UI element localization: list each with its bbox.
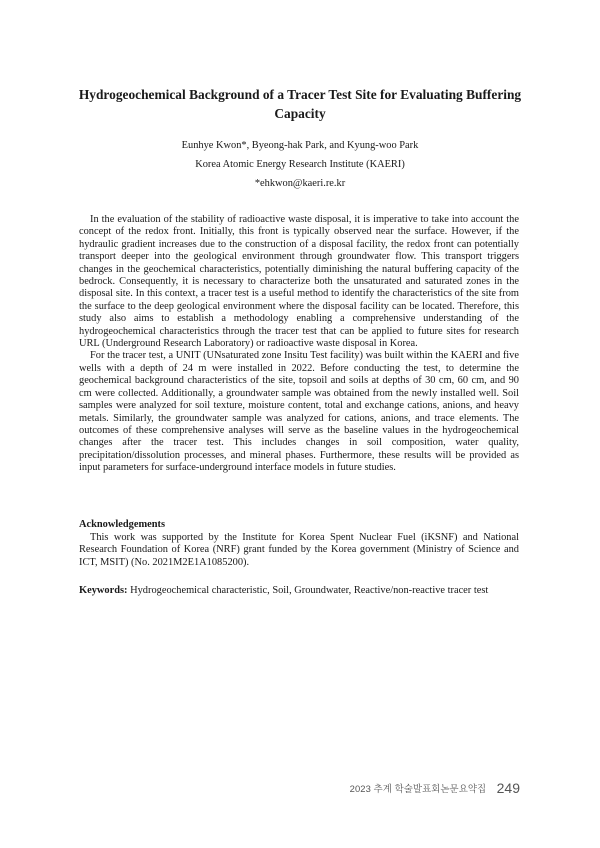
abstract-paragraph-1: In the evaluation of the stability of radioactive waste disposal, it is imperative to take into account the concept of the redox front. Initially, this front is typically observed near the surface. However, if the hydraulic gradient increases due to the construction of a disposal facility, the redox front can potentially transport deeper into the geological environment through groundwater flow. This transport triggers changes in the geochemical characteristics, potentially diminishing the natural buffering capacity of the bedrock. Consequently, it is necessary to characterize both the unsaturated and saturated zones in the disposal site. In this context, a tracer test is a useful method to identify the characteristics of the site from the surface to the deep geological environment where the disposal facility can be located. Therefore, this study also aims to establish a methodology enabling a comprehensive understanding of the hydrogeochemical characteristics through the tracer test that can be applied to future sites for research URL (Underground Research Laboratory) or radioactive waste disposal in Korea. (79, 214, 519, 350)
page-number: 249 (496, 779, 520, 796)
keywords-line (79, 585, 539, 597)
keywords-label: Keywords: (79, 585, 128, 596)
paper-title: Hydrogeochemical Background of a Tracer Test Site for Evaluating Buffering Capacity (78, 87, 522, 121)
acknowledgements-heading: Acknowledgements (79, 519, 166, 530)
proceedings-name: 2023 추계 학술발표회논문요약집 (349, 782, 487, 794)
page-footer (350, 779, 520, 797)
acknowledgements-text: This work was supported by the Institute for Korea Spent Nuclear Fuel (iKSNF) and National Research Foundation of Korea (NRF) grant funded by the Korea government (Ministry of Science and ICT, MSIT) (No. 2021M2E1A1085200). (79, 532, 519, 568)
keywords-list: Hydrogeochemical characteristic, Soil, Groundwater, Reactive/non-reactive tracer test (130, 585, 489, 596)
affiliation: Korea Atomic Energy Research Institute (KAERI) (195, 159, 405, 170)
author-list: Eunhye Kwon*, Byeong-hak Park, and Kyung-woo Park (181, 140, 419, 151)
abstract-paragraph-2: For the tracer test, a UNIT (UNsaturated zone Insitu Test facility) was built within the KAERI and five wells with a depth of 24 m were installed in 2022. Before conducting the test, to determine the geochemical background characteristics of the site, topsoil and soils at depths of 30 cm, 60 cm, and 90 cm were collected. Additionally, a groundwater sample was obtained from the newly installed well. Soil samples were analyzed for soil texture, moisture content, total and exchange cations, anions, and heavy metals. Similarly, the groundwater sample was analyzed for cations, anions, and trace elements. The outcomes of these comprehensive analyses will serve as the baseline values in the hydrogeochemical changes after the tracer test. This includes changes in soil composition, water quality, precipitation/dissolution processes, and mineral phases. Furthermore, these results will be provided as input parameters for surface-underground interface models in future studies. (79, 350, 519, 474)
abstract-body (79, 214, 519, 475)
author-email: *ehkwon@kaeri.re.kr (254, 178, 346, 189)
